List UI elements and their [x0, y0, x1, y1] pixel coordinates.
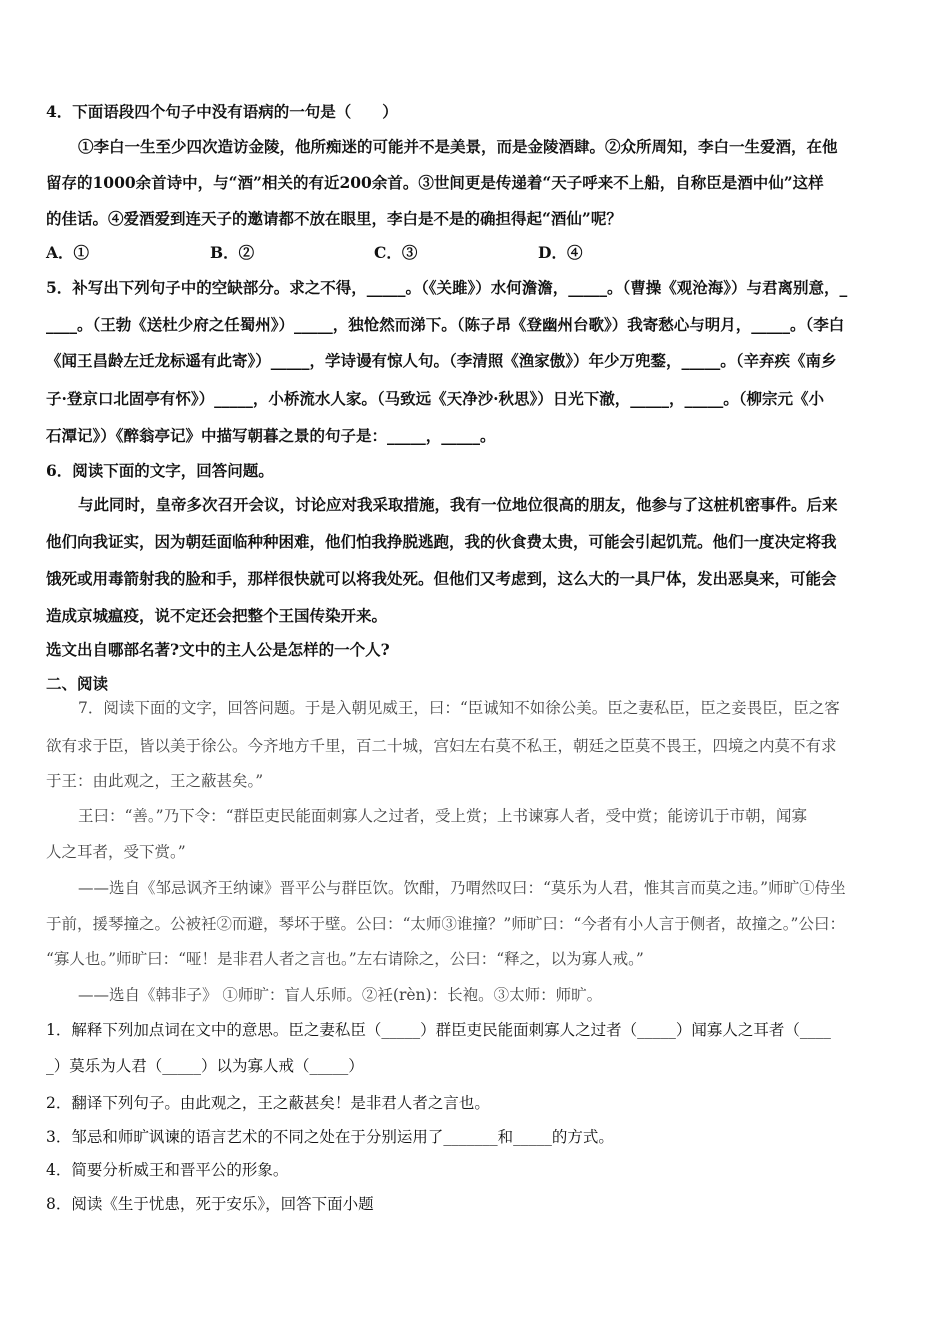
q8-stem: 8．阅读《生于忧患，死于安乐》，回答下面小题: [46, 1195, 374, 1213]
q4-option-c[interactable]: C．③: [374, 243, 418, 262]
q6-passage-line-3: 饿死或用毒箭射我的脸和手，那样很快就可以将我处死。但他们又考虑到，这么大的一具尸体，发出恶臭来，可能会: [46, 569, 837, 588]
q6-passage-line-1: 与此同时，皇帝多次召开会议，讨论应对我采取措施，我有一位地位很高的朋友，他参与了这桩机密事件。后来: [78, 495, 838, 514]
q7-line-3: 于王：由此观之，王之蔽甚矣。”: [46, 772, 264, 790]
q6-question: 选文出自哪部名著?文中的主人公是怎样的一个人?: [46, 640, 390, 659]
q7-sub-3: 3．邹忌和师旷讽谏的语言艺术的不同之处在于分别运用了_______和_____的方式。: [46, 1128, 614, 1146]
q5-line-3: 《闻王昌龄左迁龙标遥有此寄》）_____，学诗谩有惊人句。（李清照《渔家傲》）年少万兜鍪，_____。（辛弃疾《南乡: [46, 351, 837, 370]
q4-passage-line-1: ①李白一生至少四次造访金陵，他所痴迷的可能并不是美景，而是金陵酒肆。②众所周知，李白一生爱酒，在他: [78, 137, 838, 156]
q7-line-9: ——选自《韩非子》 ①师旷：盲人乐师。②衽(rèn)：长袍。③太师：师旷。: [78, 986, 603, 1004]
q4-option-b[interactable]: B．②: [210, 243, 255, 262]
q4-passage-line-3: 的佳话。④爱酒爱到连天子的邀请都不放在眼里，李白是不是的确担得起“酒仙”呢？: [46, 209, 622, 228]
q7-line-4: 王曰：“善。”乃下令：“群臣吏民能面刺寡人之过者，受上赏；上书谏寡人者，受中赏；能谤讥于市朝，闻寡: [78, 807, 808, 825]
q7-sub-2: 2．翻译下列句子。由此观之，王之蔽甚矣！是非君人者之言也。: [46, 1094, 490, 1112]
section-heading-reading: 二、阅读: [46, 674, 109, 693]
q7-sub-1: 1．解释下列加点词在文中的意思。臣之妻私臣（_____）群臣吏民能面刺寡人之过者（_____）闻寡人之耳者（____: [46, 1021, 831, 1039]
q7-line-5: 人之耳者，受下赏。”: [46, 843, 186, 861]
q5-line-5: 石潭记》）《醉翁亭记》中描写朝暮之景的句子是：_____，_____。: [46, 426, 496, 445]
q7-sub-1-cont: _）莫乐为人君（_____）以为寡人戒（_____）: [46, 1057, 364, 1075]
q4-passage-line-2: 留存的1000余首诗中，与“酒”相关的有近200余首。③世间更是传递着“天子呼来不上船，自称臣是酒中仙”这样: [46, 173, 824, 192]
q6-passage-line-2: 他们向我证实，因为朝廷面临种种困难，他们怕我挣脱逃跑，我的伙食费太贵，可能会引起饥荒。他们一度决定将我: [46, 532, 837, 551]
q7-line-8: “寡人也。”师旷曰：“哑！是非君人者之言也。”左右请除之，公曰：“释之，以为寡人戒。”: [46, 950, 644, 968]
q5-line-4: 子·登京口北固亭有怀》）_____，小桥流水人家。（马致远《天净沙·秋思》）日光下澈，_____，_____。（柳宗元《小: [46, 389, 825, 408]
q7-line-1: 7．阅读下面的文字，回答问题。于是入朝见威王，曰：“臣诚知不如徐公美。臣之妻私臣，臣之妾畏臣，臣之客: [78, 699, 840, 717]
q4-options: [46, 243, 910, 263]
q5-line-1: 5．补写出下列句子中的空缺部分。求之不得，_____。（《关雎》）水何澹澹，_____。（曹操《观沧海》）与君离别意，_: [46, 278, 848, 297]
q4-option-a[interactable]: A．①: [46, 243, 90, 262]
q6-stem: 6．阅读下面的文字，回答问题。: [46, 461, 274, 480]
q7-line-2: 欲有求于臣，皆以美于徐公。今齐地方千里，百二十城，宫妇左右莫不私王，朝廷之臣莫不畏王，四境之内莫不有求: [46, 737, 837, 755]
q6-passage-line-4: 造成京城瘟疫，说不定还会把整个王国传染开来。: [46, 606, 388, 625]
q4-option-d[interactable]: D．④: [538, 243, 583, 262]
q4-stem: 4．下面语段四个句子中没有语病的一句是（ ）: [46, 102, 398, 121]
q7-sub-4: 4．简要分析威王和晋平公的形象。: [46, 1161, 289, 1179]
q5-line-2: ____。（王勃《送杜少府之任蜀州》）_____，独怆然而涕下。（陈子昂《登幽州台歌》）我寄愁心与明月，_____。（李白: [46, 315, 845, 334]
q7-line-6: ——选自《邹忌讽齐王纳谏》晋平公与群臣饮。饮酣，乃喟然叹曰：“莫乐为人君，惟其言而莫之违。”师旷①侍坐: [78, 879, 846, 897]
q7-line-7: 于前，援琴撞之。公被衽②而避，琴坏于壁。公曰：“太师③谁撞？”师旷曰：“今者有小人言于侧者，故撞之。”公曰：: [46, 915, 845, 933]
